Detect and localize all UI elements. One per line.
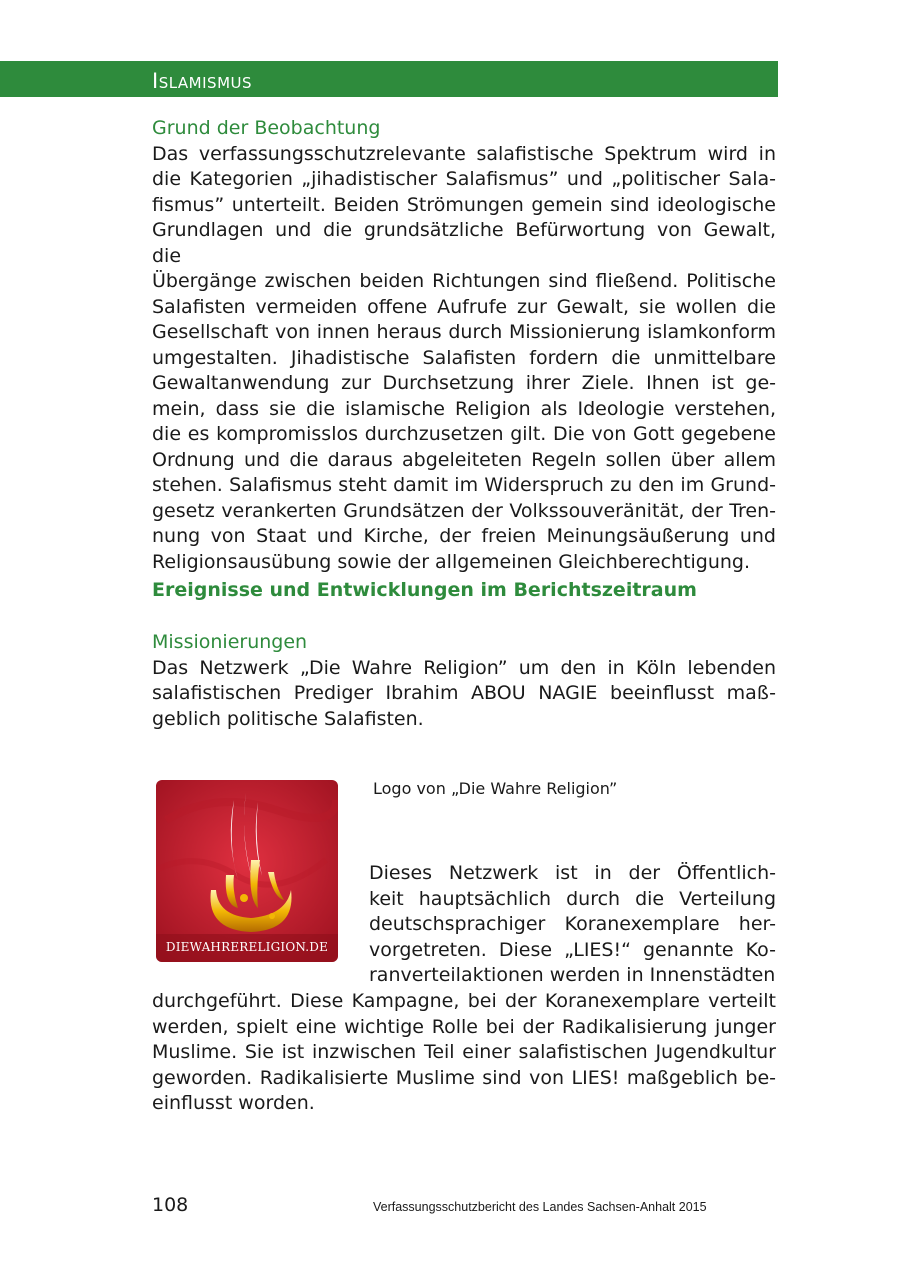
section-heading-ereignisse: Ereignisse und Entwicklungen im Berichtszeitraum [152,579,697,601]
section2-lines-line: Das Netzwerk „Die Wahre Religion” um den in Köln lebenden [152,656,776,679]
section1-lines-line: umgestalten. Jihadistische Salafisten fordern die unmittelbare [152,346,776,369]
chapter-title: Islamismus [152,69,253,93]
section1-lines-line: nung von Staat und Kirche, der freien Meinungsäußerung und [152,525,776,547]
chapter-header-bar [0,61,778,97]
section1-lines-line: Ordnung und die daraus abgeleiteten Regeln sollen über allem [152,448,776,471]
section3-lines-line: Muslime. Sie ist inzwischen Teil einer salafistischen Jugendkultur [152,1041,776,1063]
paragraph-lies [152,989,776,1117]
footer-publication: Verfassungsschutzbericht des Landes Sachsen-Anhalt 2015 [373,1200,707,1214]
section3-side_lines-line: ranverteilaktionen werden in Innenstädten [369,964,776,986]
figure-caption: Logo von „Die Wahre Religion” [373,779,618,798]
logo-image [156,780,338,962]
section1-lines-line: Gewaltanwendung zur Durchsetzung ihrer Ziele. Ihnen ist ge- [152,372,776,394]
subheading-missionierungen: Missionierungen [152,631,308,653]
section1-lines-line: Salafisten vermeiden offene Aufrufe zur Gewalt, sie wollen die [152,295,776,318]
section2-lines-line: salafistischen Prediger Ibrahim ABOU NAGIE beeinflusst maß- [152,682,776,704]
calligraphy-logo-icon [156,780,338,962]
logo-figure [152,776,342,966]
paragraph-grund [152,142,776,576]
section2-lines-line: geblich politische Salafisten. [152,707,424,730]
page-number: 108 [152,1194,189,1216]
section1-lines-line: Religionsausübung sowie der allgemeinen Gleichberechtigung. [152,550,751,573]
section1-lines-line: Grundlagen und die grundsätzliche Befürwortung von Gewalt, die [152,219,776,267]
section1-lines-line: fismus” unterteilt. Beiden Strömungen gemein sind ideologische [152,193,776,216]
section3-side_lines-line: keit hauptsächlich durch die Verteilung [369,887,776,910]
section-ereignisse [152,578,776,604]
section1-lines-line: stehen. Salafismus steht damit im Widerspruch zu den im Grund- [152,474,776,496]
section-grund [152,116,776,575]
section1-lines-line: Gesellschaft von innen heraus durch Missionierung islamkonform [152,321,776,343]
section1-lines-line: Übergänge zwischen beiden Richtungen sind fließend. Politische [152,270,776,292]
section3-lines-line: durchgeführt. Diese Kampagne, bei der Koranexemplare verteilt [152,990,776,1012]
paragraph-lies-side [369,861,776,989]
paragraph-missionierungen [152,656,776,733]
section-missionierungen [152,630,776,732]
section1-lines-line: mein, dass sie die islamische Religion als Ideologie verstehen, [152,397,776,420]
subheading-grund: Grund der Beobachtung [152,117,381,139]
logo-wordmark: DIEWAHRERELIGION.DE [165,940,329,954]
section3-lines-line: einflusst worden. [152,1092,315,1114]
section3-lines-line: geworden. Radikalisierte Muslime sind von LIES! maßgeblich be- [152,1066,776,1089]
section1-lines-line: Das verfassungsschutzrelevante salafistische Spektrum wird in [152,142,776,165]
section3-side_lines-line: Dieses Netzwerk ist in der Öffentlich- [369,862,776,884]
section-lies [152,989,776,1117]
section3-side_lines-line: deutschsprachiger Koranexemplare her- [369,913,776,935]
section3-side_lines-line: vorgetreten. Diese „LIES!“ genannte Ko- [369,938,776,961]
section1-lines-line: die es kompromisslos durchzusetzen gilt. Die von Gott gegebene [152,423,776,445]
section3-lines-line: werden, spielt eine wichtige Rolle bei der Radikalisierung junger [152,1015,776,1038]
section1-lines-line: gesetz verankerten Grundsätzen der Volkssouveränität, der Tren- [152,499,776,522]
section1-lines-line: die Kategorien „jihadistischer Salafismus” und „politischer Sala- [152,168,776,190]
